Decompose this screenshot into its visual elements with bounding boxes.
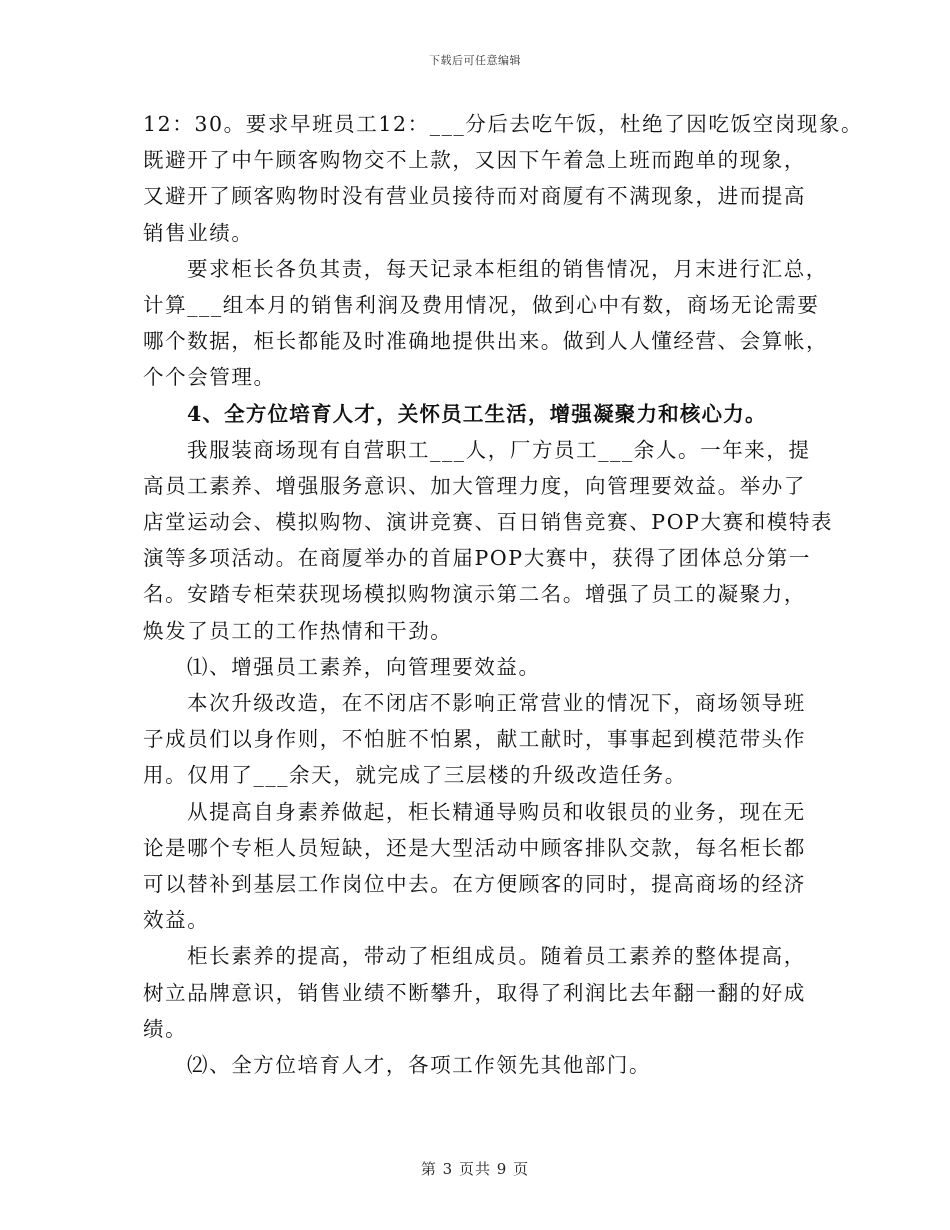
document-body bbox=[143, 106, 864, 1083]
body-line: 既避开了中午顾客购物交不上款，又因下午着急上班而跑单的现象， bbox=[143, 148, 806, 173]
body-line: 从提高自身素养做起，柜长精通导购员和收银员的业务，现在无 bbox=[187, 799, 806, 824]
body-line: 效益。 bbox=[143, 908, 210, 933]
body-line: 高员工素养、增强服务意识、加大管理力度，向管理要效益。举办了 bbox=[143, 473, 806, 498]
body-line: 柜长素养的提高，带动了柜组成员。随着员工素养的整体提高， bbox=[187, 944, 806, 969]
body-line: 我服装商场现有自营职工___人，厂方员工___余人。一年来，提 bbox=[187, 437, 811, 462]
body-line: 个个会管理。 bbox=[143, 365, 276, 390]
body-line: 焕发了员工的工作热情和干劲。 bbox=[143, 618, 453, 643]
body-line: 又避开了顾客购物时没有营业员接待而对商厦有不满现象，进而提高 bbox=[143, 184, 806, 209]
page-footer: 第 3 页共 9 页 bbox=[420, 1160, 530, 1178]
body-line: 12：30。要求早班员工12：___分后去吃午饭，杜绝了因吃饭空岗现象。 bbox=[143, 112, 864, 136]
body-line: 名。安踏专柜荣获现场模拟购物演示第二名。增强了员工的凝聚力， bbox=[143, 582, 806, 607]
body-line: 用。仅用了___余天，就完成了三层楼的升级改造任务。 bbox=[143, 763, 687, 788]
body-line: 树立品牌意识，销售业绩不断攀升，取得了利润比去年翻一翻的好成 bbox=[143, 980, 806, 1005]
body-line: 论是哪个专柜人员短缺，还是大型活动中顾客排队交款，每名柜长都 bbox=[143, 835, 806, 860]
body-line: 绩。 bbox=[143, 1016, 188, 1041]
subsection-heading: ⑵、全方位培育人才，各项工作领先其他部门。 bbox=[187, 1052, 652, 1077]
body-line: 哪个数据，柜长都能及时准确地提供出来。做到人人懂经营、会算帐， bbox=[143, 329, 829, 354]
body-line: 子成员们以身作则，不怕脏不怕累，献工献时，事事起到模范带头作 bbox=[143, 727, 806, 752]
body-line: 销售业绩。 bbox=[143, 220, 254, 245]
body-line: 店堂运动会、模拟购物、演讲竞赛、百日销售竞赛、POP大赛和模特表 bbox=[143, 510, 834, 535]
section-heading: 4、全方位培育人才，关怀员工生活，增强凝聚力和核心力。 bbox=[187, 401, 767, 426]
body-line: 本次升级改造，在不闭店不影响正常营业的情况下，商场领导班 bbox=[187, 691, 806, 715]
body-line: 可以替补到基层工作岗位中去。在方便顾客的同时，提高商场的经济 bbox=[143, 871, 806, 896]
body-line: 演等多项活动。在商厦举办的首届POP大赛中，获得了团体总分第一 bbox=[143, 546, 811, 571]
subsection-heading: ⑴、增强员工素养，向管理要效益。 bbox=[187, 654, 541, 679]
page-header: 下载后可任意编辑 bbox=[429, 54, 521, 67]
body-line: 计算___组本月的销售利润及费用情况，做到心中有数，商场无论需要 bbox=[143, 292, 820, 317]
body-line: 要求柜长各负其责，每天记录本柜组的销售情况，月末进行汇总， bbox=[187, 256, 828, 281]
